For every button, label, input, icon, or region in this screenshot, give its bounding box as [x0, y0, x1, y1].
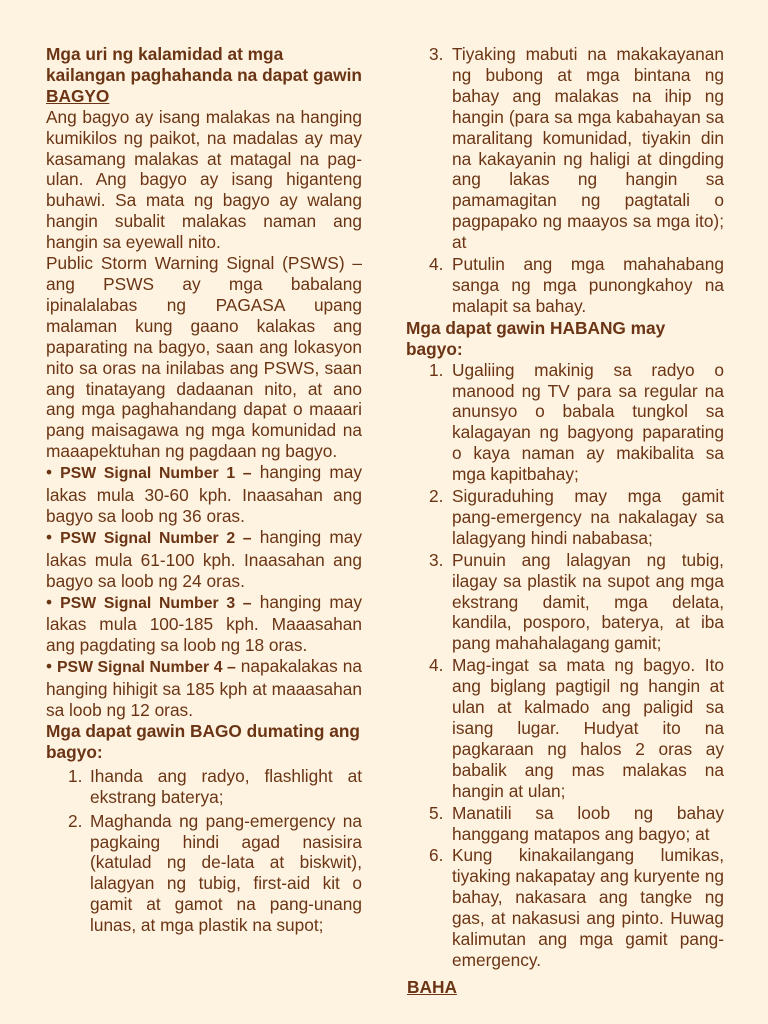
list-number: 1. [68, 765, 83, 786]
signal-text: napakalakas na hanging hihigit sa 185 kph at maaasahan sa loob ng 12 oras. [46, 656, 362, 721]
signal-item [46, 656, 362, 721]
right-column [407, 44, 724, 998]
list-number: 2. [429, 486, 444, 507]
list-number: 2. [68, 810, 83, 831]
during-list [407, 360, 724, 971]
list-text: Ugaliing makinig sa radyo o manood ng TV para sa regular na anunsyo o babala tungkol sa kalagayan ng bagyong paparating o kaya naman ay makibalita sa mga kapitbahay; [452, 359, 724, 485]
list-text: Punuin ang lalagyan ng tubig, ilagay sa plastik na supot ang mga ekstrang damit, mga delata, kandila, posporo, baterya, at iba pang mahahalagang gamit; [452, 549, 724, 654]
list-item [407, 655, 724, 801]
during-heading: Mga dapat gawin HABANG may bagyo: [406, 317, 666, 359]
list-item [46, 766, 362, 808]
list-item [407, 550, 724, 655]
before-list [46, 766, 362, 936]
section-heading-bagyo: BAGYO [46, 85, 110, 106]
list-item [46, 811, 362, 936]
signal-list [46, 462, 362, 721]
list-number: 1. [429, 359, 444, 380]
bullet-glyph: • [46, 656, 53, 677]
psws-term: Public Storm Warning Signal (PSWS) – [46, 253, 362, 274]
list-text: Kung kinakailangang lumikas, tiyaking nakapatay ang kuryente ng bahay, nakasara ang tangke ng gas, at nakasusi ang pinto. Huwag kalimutan ang mga gamit pang-emergency. [452, 845, 724, 970]
list-number: 3. [429, 44, 444, 64]
list-number: 6. [429, 845, 444, 866]
signal-label: PSW Signal Number 4 – [57, 659, 236, 677]
list-text: Manatili sa loob ng bahay hanggang matapos ang bagyo; at [452, 802, 724, 844]
signal-label: PSW Signal Number 2 – [60, 529, 252, 547]
list-item [407, 803, 724, 845]
signal-item [46, 592, 362, 657]
list-item [407, 44, 724, 253]
list-text: Tiyaking mabuti na makakayanan ng bubong at mga bintana ng bahay ang malakas na ihip ng hangin (para sa mga kabahayan sa maralitang komunidad, tiyakin din na kakayanin ng haligi at dingding ang lakas ng hangin sa pamamagitan ng pagtatali o pagpapako ng maayos sa mga ito); at [452, 44, 724, 253]
signal-label: PSW Signal Number 3 – [60, 594, 252, 612]
list-text: Mag-ingat sa mata ng bagyo. Ito ang biglang pagtigil ng hangin at ulan at kalmado ang paligid sa isang lugar. Hudyat ito na pagkaraan ng halos 2 oras ay babalik ang mas malakas na hangin at ulan; [452, 655, 724, 801]
list-text: Siguraduhing may mga gamit pang-emergency na nakalagay sa lalagyang hindi nababasa; [452, 486, 724, 548]
signal-text: hanging may lakas mula 100-185 kph. Maaasahan ang pagdating sa loob ng 18 oras. [46, 591, 362, 656]
list-text: Ihanda ang radyo, flashlight at ekstrang baterya; [90, 765, 362, 807]
list-item [407, 254, 724, 317]
list-number: 4. [429, 254, 444, 275]
list-text: Putulin ang mga mahahabang sanga ng mga punongkahoy na malapit sa bahay. [452, 254, 724, 316]
list-number: 3. [429, 549, 444, 570]
document-title: Mga uri ng kalamidad at mga kailangan paghahanda na dapat gawin [46, 44, 362, 85]
signal-item [46, 527, 362, 592]
list-item [407, 486, 724, 549]
before-list-continued [407, 44, 724, 317]
before-heading: Mga dapat gawin BAGO dumating ang bagyo: [46, 721, 360, 762]
bagyo-intro-paragraph: Ang bagyo ay isang malakas na hanging kumikilos ng paikot, na madalas ay may kasamang malakas at matagal na pag-ulan. Ang bagyo ay isang higanteng buhawi. Sa mata ng bagyo ay walang hangin subalit malakas naman ang hangin sa eyewall nito. [46, 106, 362, 253]
signal-label: PSW Signal Number 1 – [60, 465, 252, 483]
bullet-glyph: • [46, 591, 53, 612]
bullet-glyph: • [46, 462, 53, 483]
signal-item [46, 462, 362, 527]
list-item [407, 845, 724, 970]
list-number: 4. [429, 655, 444, 676]
signal-text: hanging may lakas mula 61-100 kph. Inaasahan ang bagyo sa loob ng 24 oras. [46, 526, 362, 591]
left-column [46, 44, 362, 939]
list-text: Maghanda ng pang-emergency na pagkaing hindi agad nasisira (katulad ng de-lata at biskwit), lalagyan ng tubig, first-aid kit o gamit at gamot na pang-unang lunas, at mga plastik na supot; [90, 810, 362, 936]
psws-definition: ang PSWS ay mga babalang ipinalalabas ng PAGASA upang malaman kung gaano kalakas ang paparating na bagyo, saan ang lokasyon nito sa oras na inilabas ang PSWS, saan ang tinatayang dadaanan nito, at ano ang mga paghahandang dapat o maaari pang maisagawa ng mga komunidad na maaapektuhan ng pagdaan ng bagyo. [46, 273, 362, 462]
section-heading-baha: BAHA [407, 976, 457, 997]
signal-text: hanging may lakas mula 30-60 kph. Inaasahan ang bagyo sa loob ng 36 oras. [46, 462, 362, 526]
bullet-glyph: • [46, 526, 53, 547]
psws-paragraph [46, 253, 362, 462]
list-number: 5. [429, 802, 444, 823]
list-item [407, 360, 724, 485]
